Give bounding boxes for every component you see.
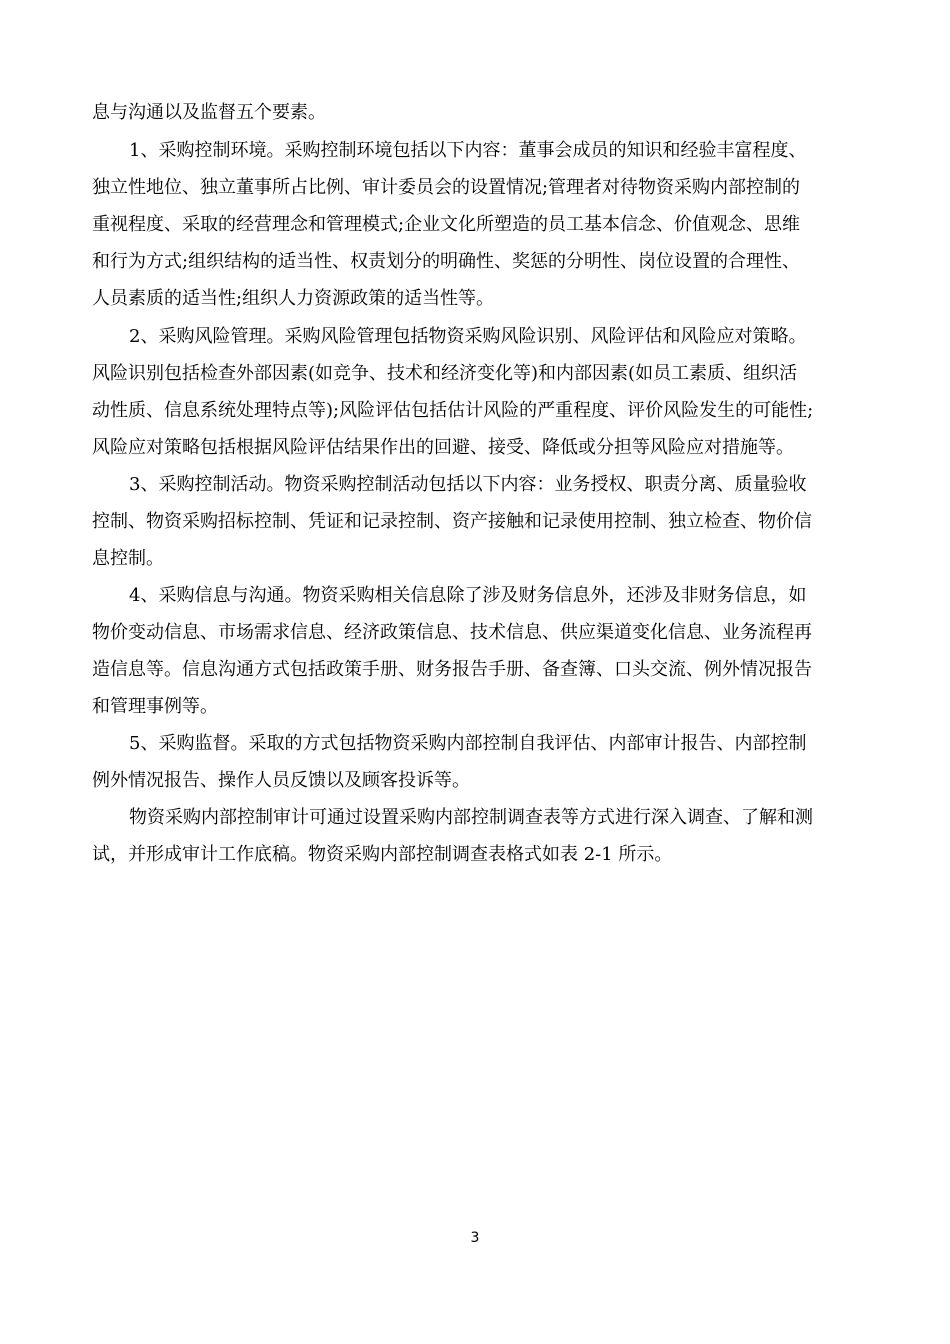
text-line: 和管理事例等。 bbox=[92, 696, 218, 717]
text-line: 重视程度、采取的经营理念和管理模式;企业文化所塑造的员工基本信念、价值观念、思维 bbox=[92, 214, 801, 235]
text-line: 1、采购控制环境。采购控制环境包括以下内容：董事会成员的知识和经验丰富程度、 bbox=[129, 140, 807, 161]
text-line: 独立性地位、独立董事所占比例、审计委员会的设置情况;管理者对待物资采购内部控制的 bbox=[92, 177, 801, 198]
text-line: 息控制。 bbox=[92, 548, 164, 569]
text-line: 物价变动信息、市场需求信息、经济政策信息、技术信息、供应渠道变化信息、业务流程再 bbox=[92, 622, 812, 643]
text-line: 3、采购控制活动。物资采购控制活动包括以下内容：业务授权、职责分离、质量验收 bbox=[129, 474, 807, 495]
text-line: 动性质、信息系统处理特点等);风险评估包括估计风险的严重程度、评价风险发生的可能性; bbox=[92, 400, 814, 421]
text-line: 风险识别包括检查外部因素(如竞争、技术和经济变化等)和内部因素(如员工素质、组织活 bbox=[92, 363, 798, 384]
page-number: 3 bbox=[470, 1230, 480, 1246]
text-line: 人员素质的适当性;组织人力资源政策的适当性等。 bbox=[92, 288, 495, 309]
text-line: 息与沟通以及监督五个要素。 bbox=[92, 102, 326, 123]
text-line: 造信息等。信息沟通方式包括政策手册、财务报告手册、备查簿、口头交流、例外情况报告 bbox=[92, 659, 812, 680]
text-line: 例外情况报告、操作人员反馈以及顾客投诉等。 bbox=[92, 770, 470, 791]
text-line: 风险应对策略包括根据风险评估结果作出的回避、接受、降低或分担等风险应对措施等。 bbox=[92, 437, 794, 458]
text-line: 试，并形成审计工作底稿。物资采购内部控制调查表格式如表 2-1 所示。 bbox=[92, 844, 673, 865]
text-line: 控制、物资采购招标控制、凭证和记录控制、资产接触和记录使用控制、独立检查、物价信 bbox=[92, 511, 812, 532]
text-line: 物资采购内部控制审计可通过设置采购内部控制调查表等方式进行深入调查、了解和测 bbox=[129, 807, 813, 828]
text-line: 5、采购监督。采取的方式包括物资采购内部控制自我评估、内部审计报告、内部控制 bbox=[129, 733, 807, 754]
text-line: 4、采购信息与沟通。物资采购相关信息除了涉及财务信息外，还涉及非财务信息，如 bbox=[129, 585, 807, 606]
text-line: 2、采购风险管理。采购风险管理包括物资采购风险识别、风险评估和风险应对策略。 bbox=[129, 326, 807, 347]
text-line: 和行为方式;组织结构的适当性、权责划分的明确性、奖惩的分明性、岗位设置的合理性、 bbox=[92, 251, 801, 272]
